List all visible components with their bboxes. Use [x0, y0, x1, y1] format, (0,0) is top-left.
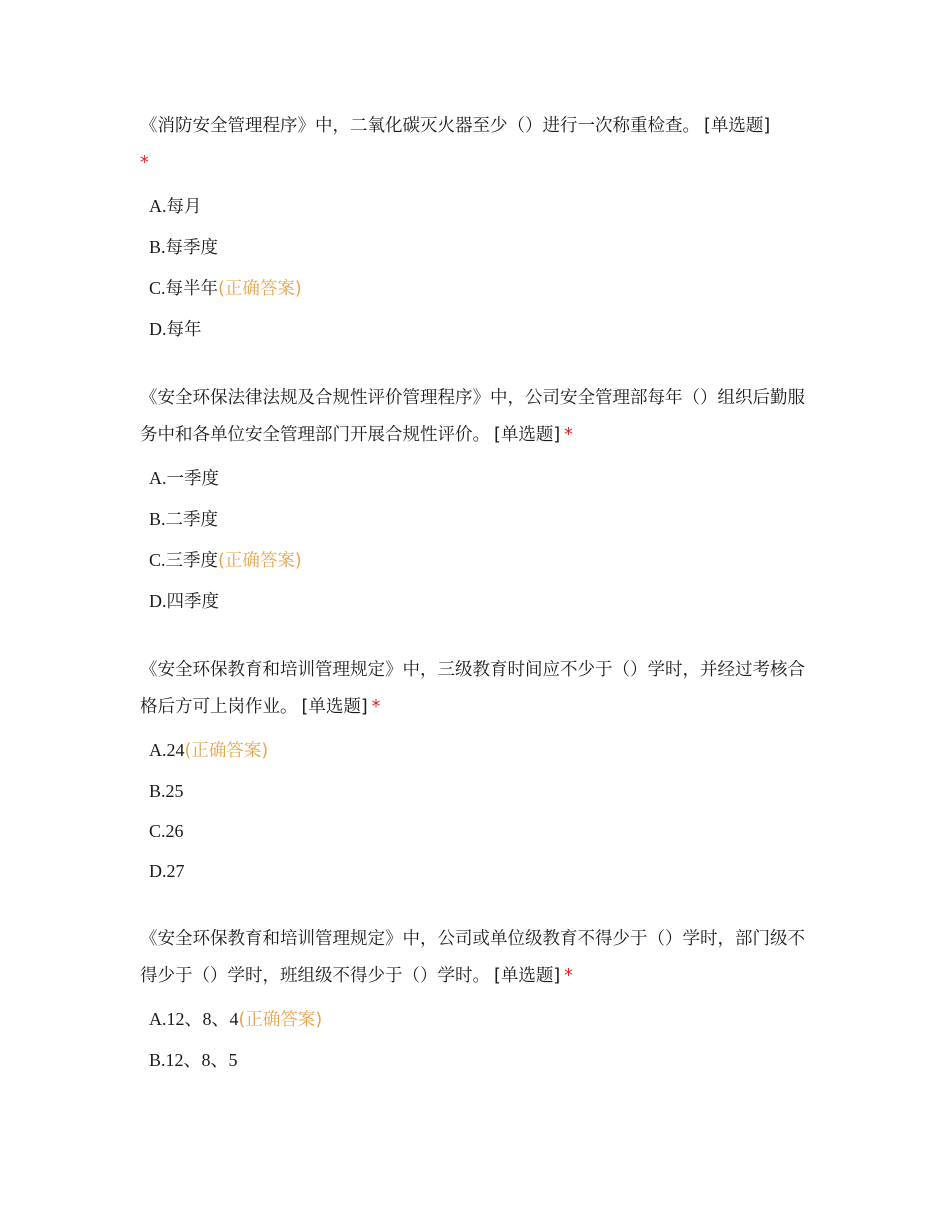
- option-a[interactable]: [140, 458, 812, 499]
- option-label: A.: [149, 468, 167, 488]
- question-3: [140, 652, 812, 891]
- question-text: [140, 108, 812, 182]
- option-text: 25: [165, 781, 184, 801]
- option-label: C.: [149, 821, 166, 841]
- question-text: [140, 921, 812, 995]
- option-text: 四季度: [166, 592, 219, 612]
- option-list: [140, 186, 812, 350]
- option-text: 三季度: [165, 551, 219, 571]
- option-list: [140, 730, 812, 891]
- correct-answer-tag: (正确答案): [238, 1010, 323, 1030]
- question-type: [单选题]: [494, 966, 561, 986]
- questionnaire: [140, 108, 812, 1110]
- option-text: 27: [166, 861, 185, 881]
- correct-answer-tag: (正确答案): [218, 279, 302, 299]
- question-type: [单选题]: [704, 116, 771, 136]
- option-label: B.: [149, 1050, 166, 1070]
- option-label: A.: [149, 1009, 167, 1029]
- correct-answer-tag: (正确答案): [184, 741, 269, 761]
- required-marker: *: [564, 425, 573, 445]
- option-label: A.: [149, 740, 167, 760]
- option-text: 每半年: [165, 279, 219, 299]
- question-text: [140, 380, 812, 454]
- option-b[interactable]: [140, 499, 812, 540]
- option-text: 26: [165, 821, 184, 841]
- correct-answer-tag: (正确答案): [218, 551, 302, 571]
- option-text: 12、8、5: [165, 1050, 238, 1070]
- question-text: [140, 652, 812, 726]
- option-a[interactable]: [140, 730, 812, 771]
- option-text: 二季度: [165, 510, 219, 530]
- option-b[interactable]: [140, 227, 812, 268]
- option-text: 每季度: [165, 238, 219, 258]
- option-c[interactable]: [140, 268, 812, 309]
- question-stem: 《安全环保法律法规及合规性评价管理程序》中，公司安全管理部每年（）组织后勤服务中和各单位安全管理部门开展合规性评价。: [140, 388, 805, 445]
- option-label: C.: [149, 550, 166, 570]
- option-label: A.: [149, 196, 167, 216]
- question-stem: 《安全环保教育和培训管理规定》中，三级教育时间应不少于（）学时，并经过考核合格后方可上岗作业。: [140, 660, 805, 717]
- option-list: [140, 999, 812, 1080]
- question-stem: 《安全环保教育和培训管理规定》中，公司或单位级教育不得少于（）学时，部门级不得少于（）学时，班组级不得少于（）学时。: [140, 929, 805, 986]
- option-c[interactable]: [140, 811, 812, 851]
- required-marker: *: [140, 153, 149, 173]
- option-text: 一季度: [166, 469, 219, 489]
- option-c[interactable]: [140, 540, 812, 581]
- option-b[interactable]: [140, 771, 812, 811]
- option-label: D.: [149, 591, 167, 611]
- option-text: 12、8、4: [166, 1009, 239, 1029]
- question-stem: 《消防安全管理程序》中，二氧化碳灭火器至少（）进行一次称重检查。: [140, 116, 700, 136]
- option-a[interactable]: [140, 186, 812, 227]
- required-marker: *: [371, 697, 381, 717]
- required-marker: *: [564, 966, 573, 986]
- option-label: C.: [149, 278, 166, 298]
- question-type: [单选题]: [494, 425, 561, 445]
- question-type: [单选题]: [301, 697, 368, 717]
- option-text: 24: [166, 740, 185, 760]
- question-4: [140, 921, 812, 1080]
- option-a[interactable]: [140, 999, 812, 1040]
- option-d[interactable]: [140, 581, 812, 622]
- option-text: 每月: [166, 197, 202, 217]
- option-label: B.: [149, 237, 166, 257]
- option-d[interactable]: [140, 851, 812, 891]
- option-label: D.: [149, 319, 167, 339]
- option-list: [140, 458, 812, 622]
- option-label: B.: [149, 781, 166, 801]
- option-text: 每年: [166, 320, 202, 340]
- option-d[interactable]: [140, 309, 812, 350]
- option-b[interactable]: [140, 1040, 812, 1080]
- question-2: [140, 380, 812, 622]
- option-label: B.: [149, 509, 166, 529]
- question-1: [140, 108, 812, 350]
- option-label: D.: [149, 861, 167, 881]
